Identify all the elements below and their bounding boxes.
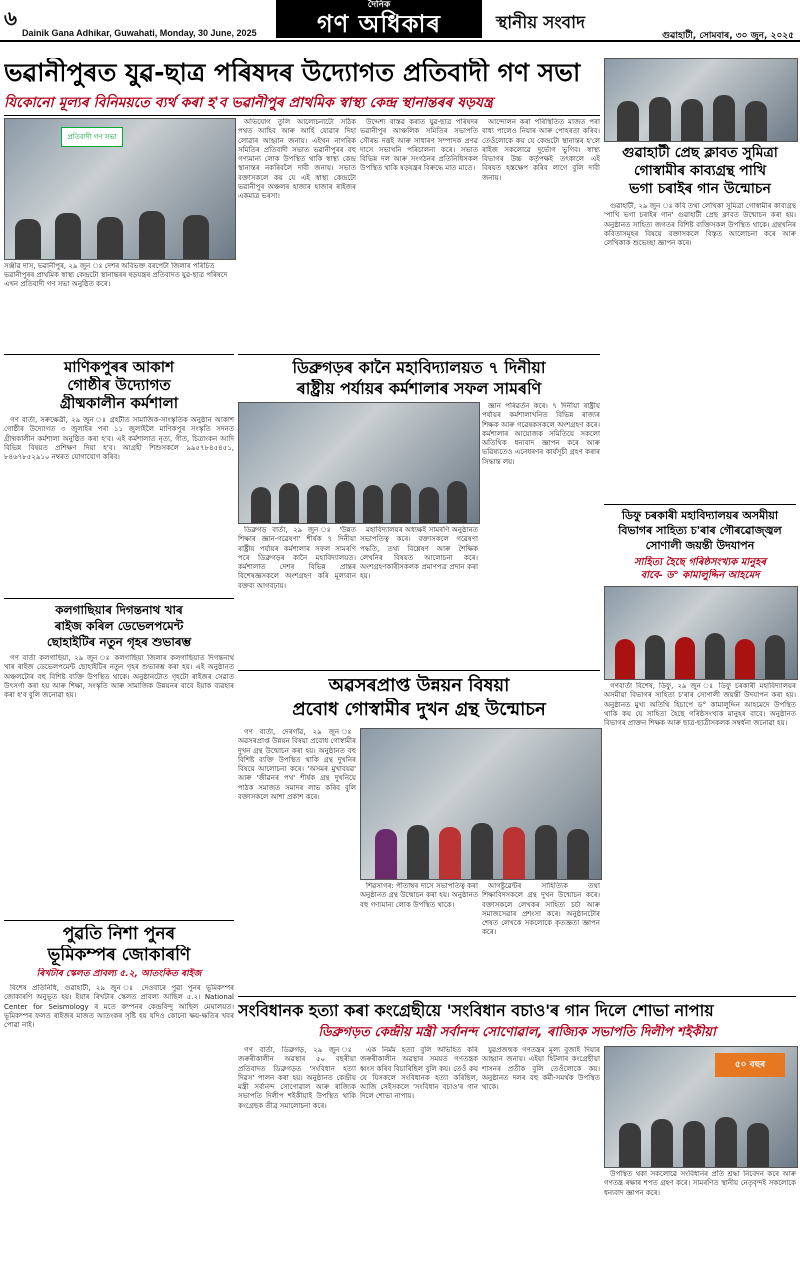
paper-logo (276, 0, 482, 38)
book-launch-photo (360, 728, 602, 880)
lead-subhead: যিকোনো মূল্যৰ বিনিময়তে ব্যৰ্থ কৰা হ'ব ভৱানীপুৰ প্ৰাথমিক স্বাস্থ্য কেন্দ্ৰ স্থানান্তৰৰ ষড়যন্ত্ৰ (4, 95, 493, 111)
person-figure (375, 829, 397, 879)
divider (4, 115, 600, 116)
person-figure (335, 481, 355, 523)
right-top-headline-1: গুৱাহাটী প্ৰেছ ক্লাবত সুমিত্ৰা (622, 145, 778, 161)
mid-text-c: জ্ঞান পৰিৱৰ্তন কৰে। ৭ দিনীয়া ৰাষ্ট্ৰীয় পৰ্যায়ৰ কৰ্মশালাখনিত বিভিন্ন ৰাজ্যৰ শিক্ষক আৰু গৱেষকসকলে অংশগ্ৰহণ কৰে। কৰ্মশালাৰ আয়োজক সমিতিয়ে সকলো অতিথিক ধন্যবাদ জ্ঞাপন কৰে আৰু ভৱিষ্যতেও এনেধৰণৰ কাৰ্যসূচী গ্ৰহণ কৰাৰ সিদ্ধান্ত লয়। (482, 402, 600, 466)
person-figure (713, 95, 735, 141)
lead-text-a: অভিযোগ তুলি আলোচনাটো সঠিক পথত আহিব আৰু আৰ্হি যোৱাৰ দিহা লোৱাৰ আহ্বান জনায়। এইখন নাগৰিক সমিতিৰ প্ৰতিবাদী সভাত ভৱানীপুৰৰ বহু গণ্যমান্য লোক উপস্থিত থাকি স্বাস্থ্য কেন্দ্ৰ স্থানান্তৰ নকৰিবলৈ দাবী জনায়। সভাত বক্তাসকলে কয় যে এই স্বাস্থ্য কেন্দ্ৰটো ভৱানীপুৰ অঞ্চলৰ হাজাৰ হাজাৰ ৰাইজৰ একমাত্ৰ ভৰসা। (238, 118, 356, 201)
person-figure (439, 827, 461, 879)
bottom-text-a: গণ বাৰ্তা, ডিব্ৰুগড়, ২৯ জুন ঃ জৰুৰীকালীন অৱস্থাৰ ৫০ বছৰীয়া প্ৰতিবাদত ডিব্ৰুগড়ত 'সংবিধান হত্যা দিৱস' পালন কৰা হয়। অনুষ্ঠানত কেন্দ্ৰীয় মন্ত্ৰী সৰ্বানন্দ সোণোৱাল আৰু ৰাজ্যিক সভাপতি দিলীপ শইকীয়াই উপস্থিত থাকি কংগ্ৰেছক তীব্ৰ সমালোচনা কৰে। (238, 1046, 356, 1110)
mid-headline-2: ৰাষ্ট্ৰীয় পৰ্যায়ৰ কৰ্মশালাৰ সফল সামৰণি (296, 379, 542, 398)
person-figure (407, 825, 429, 879)
person-figure (681, 99, 703, 141)
event-banner: ৫০ বছৰ (715, 1053, 785, 1077)
page-number: ৬ (4, 6, 18, 30)
date-assamese: গুৱাহাটী, সোমবাৰ, ৩০ জুন, ২০২৫ (662, 31, 794, 41)
person-figure (363, 485, 383, 523)
person-figure (675, 637, 695, 679)
book-headline-2: প্ৰবোধ গোস্বামীৰ দুখন গ্ৰন্থ উন্মোচন (292, 699, 546, 720)
book-text-a: গণ বাৰ্তা, দেৰগাঁৱ, ২৯ জুন ঃ অৱসৰপ্ৰাপ্ত উন্নয়ন বিষয়া প্ৰবোধ গোস্বামীৰ দুখন গ্ৰন্থ উন্মোচন কৰা হয়। অনুষ্ঠানত বহু বিশিষ্ট ব্যক্তি উপস্থিত থাকি গ্ৰন্থ দুখনিৰ বিষয়ে আলোচনা কৰে। 'অসমৰ মুখাবয়ৱ' আৰু 'জীৱনৰ পথ' শীৰ্ষক গ্ৰন্থ দুখনিয়ে পাঠক সমাজত সমাদৰ লাভ কৰিব বুলি বক্তাসকলে আশা প্ৰকাশ কৰে। (238, 728, 356, 802)
section-name: স্থানীয় সংবাদ (496, 13, 585, 33)
person-figure (279, 483, 299, 523)
person-figure (683, 1121, 705, 1167)
workshop-photo (238, 402, 480, 524)
left2-headline-3: ছোহাইটিৰ নতুন গৃহৰ শুভাৰম্ভ (46, 635, 192, 649)
divider (4, 598, 234, 599)
divider (238, 996, 796, 997)
divider (238, 670, 600, 671)
person-figure (503, 827, 525, 879)
left2-headline-2: ৰাইজ কৰিল ডেভেলপমেন্ট (54, 619, 184, 633)
left3-headline-2: ভূমিকম্পৰ জোকাৰণি (47, 945, 191, 965)
bottom-text-c: যুৱপ্ৰজন্মক গণতন্ত্ৰৰ মূল্য বুজাই দিয়াৰ আহ্বান জনায়। এইয়া হিটলাৰ কংগ্ৰেছীয়া শাসনৰ প্ৰতীক বুলি তেওঁলোকে কয়। অনুষ্ঠানত দলৰ বহু কৰ্মী-সমৰ্থক উপস্থিত থাকে। (482, 1046, 600, 1092)
left3-subhead: ৰিখটাৰ স্কেলত প্ৰাবল্য ৫.২, আতংকিত ৰাইজ (36, 969, 202, 979)
book-text-b: আগষ্টুৱেন্টৰ সাহিত্যিক তথা শিক্ষাবিদসকলে গ্ৰন্থ দুখন উন্মোচন কৰে। বক্তাসকলে লেখকৰ সাহিত্য চৰ্চা আৰু সমাজসেৱাৰ প্ৰশংসা কৰে। অনুষ্ঠানটোৰ শেষত লেখকে সকলোকে কৃতজ্ঞতা জ্ঞাপন কৰে। (482, 882, 600, 937)
person-figure (139, 211, 165, 259)
person-figure (645, 635, 665, 679)
bottom-text-b: এক নিৰ্মম হত্যা বুলি অভিহিত কৰি জৰুৰীকালীন অৱস্থাৰ সময়ত গণতন্ত্ৰক ধ্বংস কৰিব বিচাৰিছিল বুলি কয়। তেওঁ কয় যে যিসকলে সংবিধানক হত্যা কৰিছিল, আজি সেইসকলে 'সংবিধান বচাও'ৰ গান দিলে শোভা নাপায়। (360, 1046, 478, 1101)
right-top-text: গুৱাহাটী, ২৯ জুন ঃ কবি তথা লেখিকা সুমিত্ৰা গোস্বামীৰ কাব্যগ্ৰন্থ 'পাখি ভগা চৰাইৰ গান' গুৱাহাটী প্ৰেছ ক্লাবত উন্মোচন কৰা হয়। অনুষ্ঠানত সাহিত্য জগতৰ বিশিষ্ট ব্যক্তিসকল উপস্থিত থাকে। গ্ৰন্থখনিৰ কবিতাসমূহৰ বিষয়ে বক্তাসকলে বিস্তৃত আলোচনা কৰে আৰু লেখিকাক শুভেচ্ছা জ্ঞাপন কৰে। (604, 202, 796, 248)
bottom-subhead: ডিব্ৰুগড়ত কেন্দ্ৰীয় মন্ত্ৰী সৰ্বানন্দ সোণোৱাল, ৰাজ্যিক সভাপতি দিলীপ শইকীয়া (318, 1025, 716, 1040)
right-mid-subhead-1: সাহিত্য হৈছে গৰিষ্ঠসংখ্যক মানুহৰ (633, 557, 767, 568)
mid-headline-1: ডিব্ৰুগড়ৰ কানৈ মহাবিদ্যালয়ত ৭ দিনীয়া (292, 358, 546, 377)
bottom-text-d: উপস্থিত থকা সকলোৱে সংবিধানৰ প্ৰতি শ্ৰদ্ধা নিবেদন কৰে আৰু গণতন্ত্ৰ ৰক্ষাৰ শপত গ্ৰহণ কৰে। সামৰণিত স্থানীয় নেতৃবৃন্দই সকলোকে ধন্যবাদ জ্ঞাপন কৰে। (604, 1170, 796, 1197)
lead-photo (4, 118, 236, 260)
left1-headline-1: মাণিকপুৰৰ আকাশ (63, 358, 175, 376)
right-mid-subhead-2: বাবে- ড° কামালুদ্দিন আহমেদ (640, 570, 760, 581)
left1-headline-3: গ্ৰীষ্মকালীন কৰ্মশালা (59, 394, 179, 412)
divider (604, 504, 796, 505)
left1-headline-2: গোষ্ঠীৰ উদ্যোগত (67, 376, 171, 394)
person-figure (307, 485, 327, 523)
person-figure (471, 823, 493, 879)
protest-banner: প্ৰতিবাদী গণ সভা (61, 127, 123, 147)
bottom-headline: সংবিধানক হত্যা কৰা কংগ্ৰেছীয়ে 'সংবিধান বচাও'ৰ গান দিলে শোভা নাপায় (238, 1001, 714, 1020)
person-figure (97, 217, 123, 259)
right-top-headline-3: ভগা চৰাইৰ গান উন্মোচন (629, 181, 771, 197)
lead-text-b: উদ্দেশ্য বাস্তৱ কৰাত যুৱ-ছাত্ৰ পৰিষদৰ ভৱানীপুৰ আঞ্চলিক সমিতিৰ সভাপতি সৌৰভ দত্তই আৰু সাধাৰণ সম্পাদক প্ৰণৱ দাসে সভাখনি পৰিচালনা কৰে। সভাত বিভিন্ন দল আৰু সংগঠনৰ প্ৰতিনিধিসকল উপস্থিত থাকি ষড়যন্ত্ৰৰ বিৰুদ্ধে মাত মাতে। (360, 118, 478, 173)
logo-main-text: গণ অধিকাৰ (317, 10, 441, 38)
person-figure (747, 1123, 769, 1167)
person-figure (391, 483, 411, 523)
logo-top-text: দৈনিক (367, 0, 391, 10)
person-figure (649, 97, 671, 141)
person-figure (183, 215, 209, 259)
left3-headline-1: পুৱতি নিশা পুনৰ (62, 924, 176, 944)
person-figure (715, 1117, 737, 1167)
left1-text: গণ বাৰ্তা, সৰুক্ষেত্ৰী, ২৯ জুন ঃ গ্ৰহটীত সামাজিক-সাংস্কৃতিক অনুষ্ঠান আকাশ গোষ্ঠীৰ উদ্যোগত ৩ জুলাইৰ পৰা ১১ জুলাইলৈ মাণিকপুৰ সংস্কৃতি সদনত গ্ৰীষ্মকালীন কৰ্মশালা অনুষ্ঠিত কৰা হ'ব। এই কৰ্মশালাত নৃত্য, গীত, চিত্ৰাংকন আদি বিভিন্ন বিষয়ত প্ৰশিক্ষণ দিয়া হ'ব। আগ্ৰহী শিশুসকলে ৯৯৫৭৮৪৫৪৫১, ৮৪৬৭৮৫২৯১০ নম্বৰত যোগাযোগ কৰিব। (4, 416, 234, 462)
right-mid-headline-1: ডিফু চৰকাৰী মহাবিদ্যালয়ৰ অসমীয়া (621, 509, 779, 522)
right-mid-text: গণবাৰ্তা বিশেষ, ডিফু, ২৯ জুন ঃ ডিফু চৰকাৰী মহাবিদ্যালয়ৰ অসমীয়া বিভাগৰ সাহিত্য চ'ৰাৰ সোণালী জয়ন্তী উদযাপন কৰা হয়। অনুষ্ঠানত মুখ্য অতিথি হিচাপে ড° কামালুদ্দিন আহমেদে উপস্থিত থাকি কয় যে সাহিত্য হৈছে গৰিষ্ঠসংখ্যক মানুহৰ বাবে। অনুষ্ঠানত বিভাগৰ প্ৰাক্তন শিক্ষক আৰু ছাত্ৰ-ছাত্ৰীসকলক সম্বৰ্ধনা জনোৱা হয়। (604, 682, 796, 728)
left3-text: বিশেষ প্ৰতিনিধি, গুৱাহাটী, ২৯ জুন ঃ দেওবাৰে পুৱা পুনৰ ভূমিকম্পৰ জোকাৰণি অনুভূত হয়। ইয়াৰ ৰিখটাৰ স্কেলত প্ৰাবল্য আছিল ৫.২। National Center for Seismology ৰ মতে কম্পনৰ কেন্দ্ৰবিন্দু আছিল মেঘালয়ত। ভূমিকম্পৰ ফলত ৰাইজৰ মাজত আতংকৰ সৃষ্টি হয় যদিও কোনো ক্ষয়-ক্ষতিৰ খবৰ পোৱা নাই। (4, 984, 234, 1030)
divider (238, 354, 600, 355)
diphu-photo (604, 586, 798, 680)
right-mid-headline-2: বিভাগৰ সাহিত্য চ'ৰাৰ গৌৰৱোজ্জ্বল (618, 524, 782, 537)
left2-text: গণ বাৰ্তা কলগাছিয়া, ২৯ জুন ঃ কলগাছিয়া জিলাৰ কলগাছিয়াত দিগন্তনাথ খাৰ ৰাইজ ডেভেলপমেন্ট ছোহাইটিৰ নতুন গৃহৰ শুভাৰম্ভ কৰা হয়। এই অনুষ্ঠানত অঞ্চলটোৰ বহু বিশিষ্ট ব্যক্তি উপস্থিত থাকে। অনুষ্ঠানটোত গৃহটো ৰাইজৰ সেৱাত উৎসৰ্গা কৰা হয় আৰু শিক্ষা, সংস্কৃতি আৰু সামাজিক উন্নয়নৰ বাবে ইয়াক ব্যৱহাৰ কৰা হ'ব বুলি জনোৱা হয়। (4, 654, 234, 700)
mid-text-b: মহাবিদ্যালয়ৰ অধ্যক্ষই সামৰণি অনুষ্ঠানত সভাপতিত্ব কৰে। বক্তাসকলে গৱেষণা পদ্ধতি, তথ্য বিশ্লেষণ আৰু শৈক্ষিক লেখনিৰ বিষয়ত আলোচনা কৰে। অংশগ্ৰহণকাৰীসকলক প্ৰমাণপত্ৰ প্ৰদান কৰা হয়। (360, 526, 478, 581)
lead-caption: সঞ্জীৱ দাস, ভৱানীপুৰ, ২৯ জুন ঃ দেশৰ অবিভক্ত বৰপেটা জিলাৰ পৰিচিত ভৱানীপুৰৰ প্ৰাথমিক স্বাস্থ্য কেন্দ্ৰটো স্থানান্তৰৰ ষড়যন্ত্ৰৰ প্ৰতিবাদত যুৱ-ছাত্ৰ পৰিষদে এখন প্ৰতিবাদী গণ সভা অনুষ্ঠিত কৰে। (4, 262, 228, 288)
left2-headline-1: কলগাছিয়াৰ দিগন্তনাথ খাৰ (55, 603, 183, 617)
person-figure (615, 639, 635, 679)
person-figure (251, 487, 271, 523)
press-club-photo (604, 58, 798, 142)
divider (4, 920, 234, 921)
person-figure (617, 101, 639, 141)
person-figure (55, 213, 81, 259)
person-figure (619, 1123, 641, 1167)
edition-line: Dainik Gana Adhikar, Guwahati, Monday, 30 June, 2025 (22, 28, 257, 38)
divider (4, 354, 234, 355)
book-headline-1: অৱসৰপ্ৰাপ্ত উন্নয়ন বিষয়া (328, 675, 510, 696)
person-figure (705, 633, 725, 679)
person-figure (447, 481, 467, 523)
right-mid-headline-3: সোণালী জয়ন্তী উদযাপন (645, 539, 755, 552)
book-caption: শিৱসাগৰ: পীতাম্বৰ দাসে সভাপতিত্ব কৰা অনুষ্ঠানত গ্ৰন্থ উন্মোচন কৰা হয়। অনুষ্ঠানত বহু গণ্যমান্য লোক উপস্থিত থাকে। (360, 882, 478, 909)
lead-headline: ভৱানীপুৰত যুৱ-ছাত্ৰ পৰিষদৰ উদ্যোগত প্ৰতিবাদী গণ সভা (4, 58, 581, 87)
person-figure (745, 101, 767, 141)
person-figure (765, 635, 785, 679)
dibrugarh-photo (604, 1046, 798, 1168)
lead-text-c: আন্দোলন কৰা পৰিস্থিতিত মাজত পৰা বাধ্য পালেও নিয়াৰ আৰু পোহৰতা কৰিব। তেওঁলোকে কয় যে কেন্দ্ৰটো স্থানান্তৰ হ'লে ৰাইজ সকলোৱে দুৰ্ভোগ ভুগিব। স্বাস্থ্য বিভাগৰ উচ্চ কৰ্তৃপক্ষই তৎকালে এই বিষয়ত হস্তক্ষেপ কৰিব লাগে বুলি দাবী জনায়। (482, 118, 600, 182)
person-figure (567, 829, 589, 879)
person-figure (419, 487, 439, 523)
person-figure (15, 219, 41, 259)
mid-text-a: ডিব্ৰুগড় বাৰ্তা, ২৯ জুন ঃ 'উন্নত শিক্ষাৰ জ্ঞান-গৱেষণা' শীৰ্ষক ৭ দিনীয়া ৰাষ্ট্ৰীয় পৰ্যায়ৰ কৰ্মশালাৰ সফল সামৰণি পৰে ডিব্ৰুগড়ৰ কানৈ মহাবিদ্যালয়ত। কৰ্মশালাত দেশৰ বিভিন্ন প্ৰান্তৰ বিশেষজ্ঞসকলে অংশগ্ৰহণ কৰি মূল্যবান বক্তব্য আগবঢ়ায়। (238, 526, 356, 590)
person-figure (651, 1119, 673, 1167)
person-figure (535, 825, 557, 879)
person-figure (735, 639, 755, 679)
right-top-headline-2: গোস্বামীৰ কাব্যগ্ৰন্থ পাখি (633, 163, 767, 179)
